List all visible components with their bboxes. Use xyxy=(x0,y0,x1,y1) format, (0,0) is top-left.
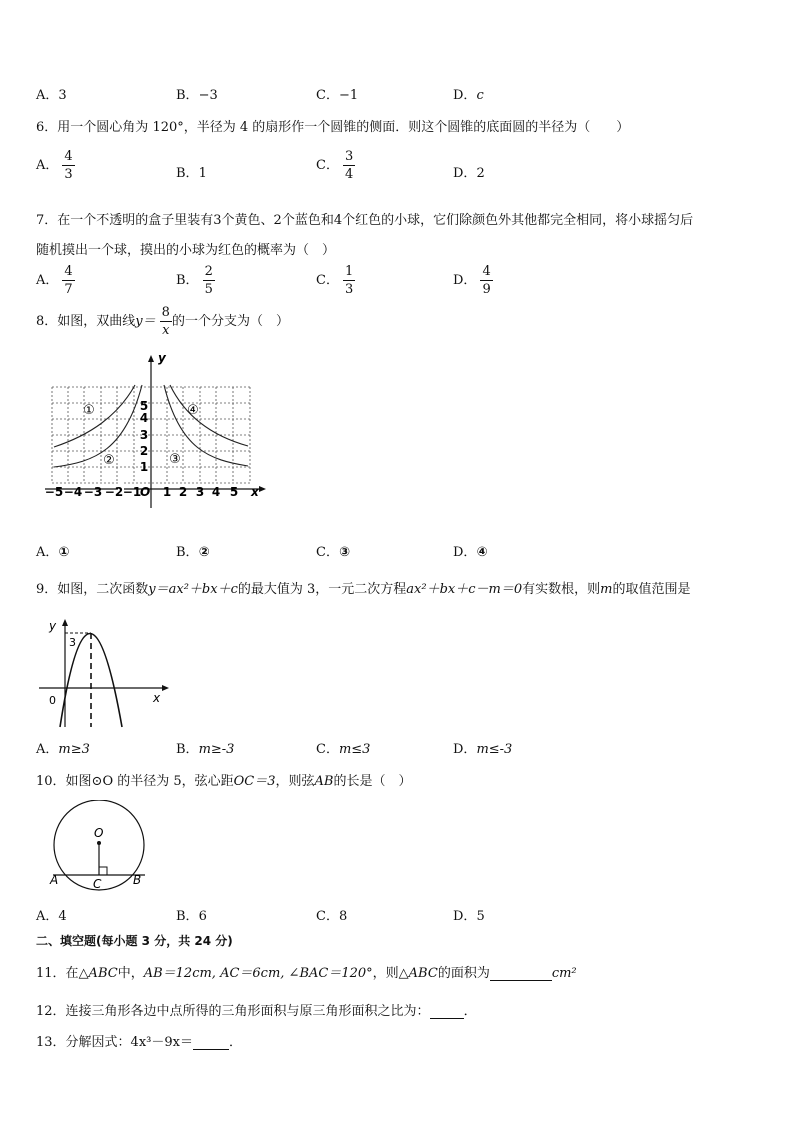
q8-stem: 8．如图，双曲线y＝ $\frac{8}{x}$ 的一个分支为（ ） xyxy=(36,305,289,338)
q9-y-arrow-icon xyxy=(62,619,68,626)
q7-option-b: B． $\frac{2}{5}$ xyxy=(176,264,213,297)
q8-branch-label-1: ① xyxy=(83,403,95,418)
q10-right-angle-icon xyxy=(99,867,107,875)
q7-stem-line2: 随机摸出一个球，摸出的小球为红色的概率为（ ） xyxy=(36,243,336,258)
q10-option-b: B．6 xyxy=(176,909,207,924)
q9-option-b: B．m≥-3 xyxy=(176,742,235,757)
q13-stem: 13．分解因式：4x³－9x＝ ． xyxy=(36,1035,242,1050)
q8-y-label: y xyxy=(158,351,166,365)
q9-option-d: D．m≤-3 xyxy=(453,742,513,757)
q8-x-tick: −5 xyxy=(44,485,64,499)
q8-x-label: x xyxy=(251,485,259,499)
q5-option-c: C．−1 xyxy=(316,88,359,103)
q10-center-dot xyxy=(97,841,101,845)
q8-y-tick: 3 xyxy=(139,428,149,442)
q10-option-c: C．8 xyxy=(316,909,348,924)
q6-option-d: D．2 xyxy=(453,166,485,181)
q8-x-tick: 5 xyxy=(229,485,239,499)
q8-option-a: A．① xyxy=(36,545,70,560)
q8-y-tick: 4 xyxy=(139,411,149,425)
q10-label-b: B xyxy=(133,873,142,887)
q10-option-d: D．5 xyxy=(453,909,485,924)
q8-origin-label: O xyxy=(140,485,151,499)
q5-option-a: A．3 xyxy=(36,88,67,103)
q8-x-tick: −2 xyxy=(104,485,124,499)
q7-option-d: D． $\frac{4}{9}$ xyxy=(453,264,491,297)
q8-branch-label-4: ④ xyxy=(187,403,199,418)
q10-stem: 10．如图⊙O 的半径为 5，弦心距OC＝3，则弦AB的长是（ ） xyxy=(36,774,412,789)
q9-x-label: x xyxy=(153,691,161,705)
q8-x-tick: −1 xyxy=(122,485,142,499)
q7-stem-line1: 7．在一个不透明的盒子里装有3个黄色、2个蓝色和4个红色的小球，它们除颜色外其他都完全相同，将小球摇匀后 xyxy=(36,213,694,228)
q8-branch-4 xyxy=(170,385,248,446)
q10-label-a: A xyxy=(50,873,59,887)
q6-option-a: A． $\frac{4}{3}$ xyxy=(36,149,73,182)
q6-option-b: B．1 xyxy=(176,166,207,181)
section-heading: 二、填空题(每小题 3 分，共 24 分) xyxy=(36,934,233,948)
q9-stem: 9．如图，二次函数y＝ax²＋bx＋c的最大值为 3，一元二次方程ax²＋bx＋c－m＝0有实数根，则m的取值范围是 xyxy=(36,582,691,597)
q13-answer-blank[interactable] xyxy=(193,1035,229,1050)
q8-x-tick: 3 xyxy=(195,485,205,499)
q8-x-tick: 2 xyxy=(178,485,188,499)
q6-stem: 6．用一个圆心角为 120°，半径为 4 的扇形作一个圆锥的侧面．则这个圆锥的底面圆的半径为（ ） xyxy=(36,120,630,135)
q6-option-c: C． $\frac{3}{4}$ xyxy=(316,149,354,182)
q8-hyperbola-graph xyxy=(40,350,275,515)
q8-branch-label-3: ③ xyxy=(169,452,181,467)
q9-option-c: C．m≤3 xyxy=(316,742,371,757)
q8-x-tick: 1 xyxy=(162,485,172,499)
q9-y-label: y xyxy=(49,619,57,633)
q6-angle: 120° xyxy=(152,120,184,135)
q8-y-tick: 2 xyxy=(139,444,149,458)
q12-answer-blank[interactable] xyxy=(430,1004,464,1019)
q8-branch-label-2: ② xyxy=(103,453,115,468)
q9-option-a: A．m≥3 xyxy=(36,742,90,757)
q7-option-c: C． $\frac{1}{3}$ xyxy=(316,264,354,297)
q9-parabola-graph xyxy=(36,615,176,730)
q10-label-o: O xyxy=(94,826,104,840)
q9-max-label: 3 xyxy=(69,636,76,649)
q8-x-tick: 4 xyxy=(211,485,221,499)
q7-option-a: A． $\frac{4}{7}$ xyxy=(36,264,73,297)
q5-option-d: D．c xyxy=(453,88,484,103)
q8-y-tick: 1 xyxy=(139,460,149,474)
q10-circle-graph xyxy=(44,800,156,892)
q8-option-c: C．③ xyxy=(316,545,350,560)
q9-x-arrow-icon xyxy=(162,685,169,691)
q11-answer-blank[interactable] xyxy=(490,966,552,981)
q8-x-arrow-icon xyxy=(259,486,266,492)
q8-option-b: B．② xyxy=(176,545,210,560)
q12-stem: 12．连接三角形各边中点所得的三角形面积与原三角形面积之比为： ． xyxy=(36,1004,477,1019)
q5-option-b: B．−3 xyxy=(176,88,218,103)
q8-option-d: D．④ xyxy=(453,545,488,560)
q8-y-arrow-icon xyxy=(148,355,154,362)
q8-x-tick: −3 xyxy=(83,485,103,499)
q11-stem: 11．在△ABC中，AB＝12cm, AC＝6cm, ∠BAC＝120°，则△ABC的面积为 cm² xyxy=(36,966,577,981)
q8-x-tick: −4 xyxy=(63,485,83,499)
q8-y-tick: 5 xyxy=(139,399,149,413)
q10-option-a: A．4 xyxy=(36,909,67,924)
q9-origin-label: 0 xyxy=(49,694,56,707)
q10-label-c: C xyxy=(93,877,102,891)
